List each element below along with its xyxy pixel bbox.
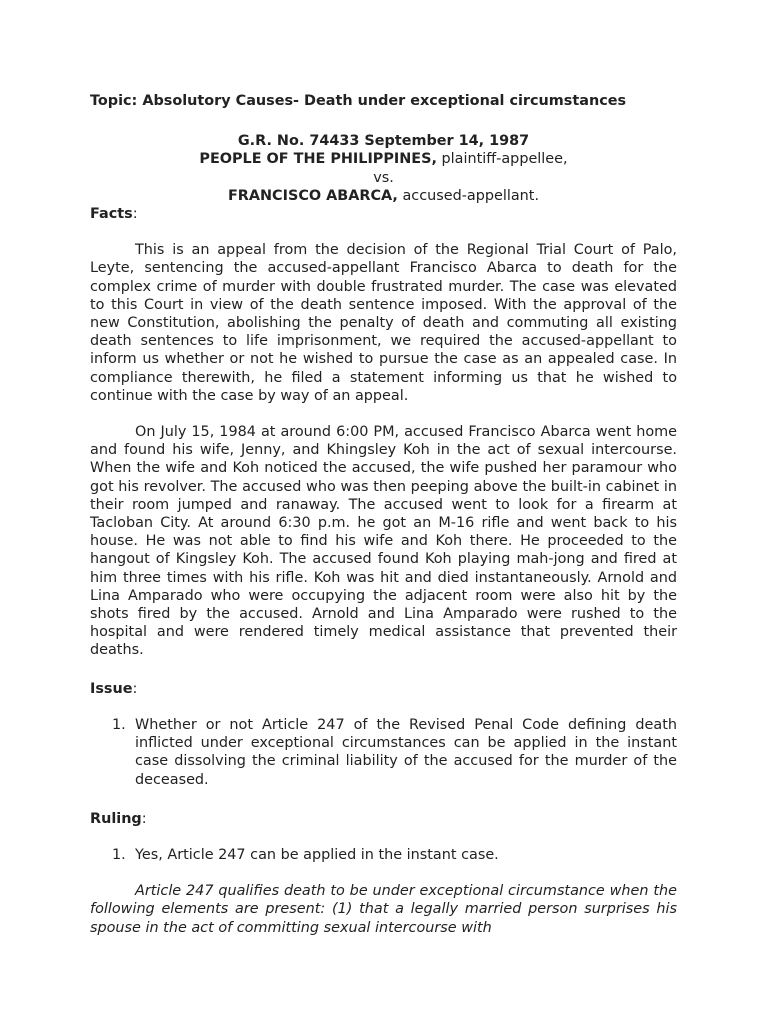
- issue-heading-colon: :: [132, 680, 138, 697]
- plaintiff-name: PEOPLE OF THE PHILIPPINES,: [199, 151, 437, 168]
- case-accused-line: [90, 187, 677, 205]
- issue-list: [90, 716, 677, 789]
- issue-item-text: Whether or not Article 247 of the Revised Penal Code defining death inflicted under exceptional circumstances can be applied in the instant case dissolving the criminal liability of the accused for the murder of the deceased.: [135, 716, 677, 788]
- case-plaintiff-line: [90, 150, 677, 168]
- case-vs: vs.: [373, 169, 394, 186]
- facts-paragraph-1: This is an appeal from the decision of the Regional Trial Court of Palo, Leyte, sentencing the accused-appellant Francisco Abarca to death for the complex crime of murder with double frustrated murder. The case was elevated to this Court in view of the death sentence imposed. With the approval of the new Constitution, abolishing the penalty of death and commuting all existing death sentences to life imprisonment, we required the accused-appellant to inform us whether or not he wished to pursue the case as an appealed case. In compliance therewith, he filed a statement informing us that he wished to continue with the case by way of an appeal.: [90, 242, 677, 404]
- ruling-list-item: [112, 846, 677, 864]
- accused-role: accused-appellant.: [397, 187, 540, 204]
- ruling-heading-colon: :: [141, 810, 147, 827]
- topic-heading: Topic: Absolutory Causes- Death under exceptional circumstances: [90, 93, 627, 109]
- ruling-heading-label: Ruling: [90, 810, 142, 827]
- accused-name: FRANCISCO ABARCA,: [227, 187, 398, 204]
- issue-heading: [90, 680, 677, 698]
- facts-heading: [90, 205, 677, 223]
- ruling-item-number: 1.: [112, 846, 126, 863]
- issue-item-number: 1.: [112, 716, 126, 733]
- ruling-list: [90, 846, 677, 864]
- facts-heading-label: Facts: [90, 206, 133, 223]
- ruling-paragraph: Article 247 qualifies death to be under exceptional circumstance when the following elements are present: (1) that a legally married person surprises his spouse in the act of committing sexual intercourse with: [90, 883, 677, 936]
- facts-heading-colon: :: [132, 206, 138, 223]
- ruling-heading: [90, 810, 677, 828]
- case-gr-number: G.R. No. 74433 September 14, 1987: [237, 133, 530, 150]
- document-page: [90, 92, 677, 937]
- issue-list-item: [112, 716, 677, 789]
- plaintiff-role: plaintiff-appellee,: [436, 151, 568, 168]
- ruling-item-text: Yes, Article 247 can be applied in the instant case.: [135, 846, 499, 863]
- facts-paragraph-2: On July 15, 1984 at around 6:00 PM, accused Francisco Abarca went home and found his wife, Jenny, and Khingsley Koh in the act of sexual intercourse. When the wife and Koh noticed the accused, the wife pushed her paramour who got his revolver. The accused who was then peeping above the built-in cabinet in their room jumped and ranaway. The accused went to look for a firearm at Tacloban City. At around 6:30 p.m. he got an M-16 rifle and went back to his house. He was not able to find his wife and Koh there. He proceeded to the hangout of Kingsley Koh. The accused found Koh playing mah-jong and fired at him three times with his rifle. Koh was hit and died instantaneously. Arnold and Lina Amparado who were occupying the adjacent room were also hit by the shots fired by the accused. Arnold and Lina Amparado were rushed to the hospital and were rendered timely medical assistance that prevented their deaths.: [90, 424, 677, 659]
- issue-heading-label: Issue: [90, 680, 133, 697]
